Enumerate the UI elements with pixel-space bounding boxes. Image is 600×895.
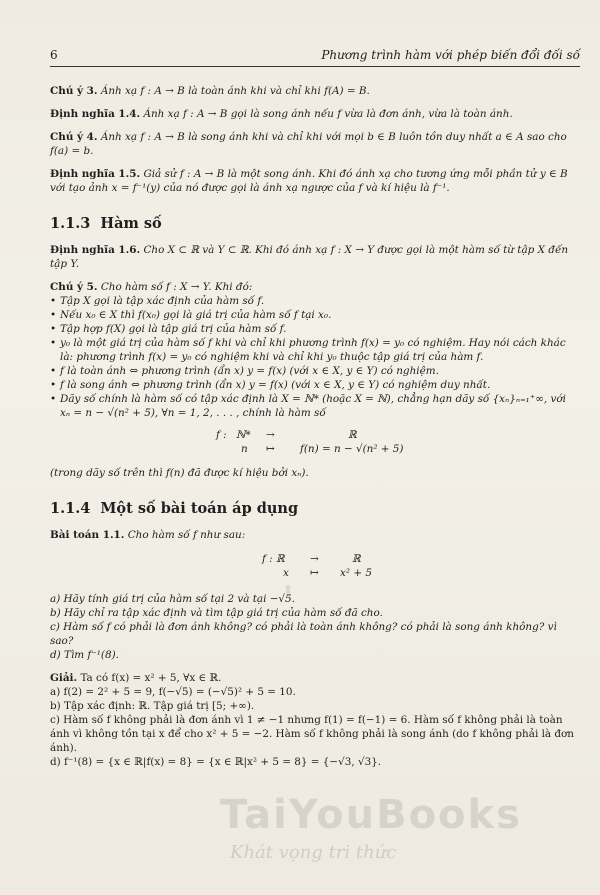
problem-part: c) Hàm số f có phải là đơn ánh không? có phải là toàn ánh không? có phải là song ánh không? vì sao? [50, 621, 557, 647]
note-5-bullet: • Tập X gọi là tập xác định của hàm số f. [50, 294, 578, 308]
display-mapsto: ↦ [266, 443, 275, 455]
note-4-label: Chú ý 4. [50, 131, 98, 143]
note-3-label: Chú ý 3. [50, 85, 98, 97]
display-arrow: → [266, 429, 275, 441]
solution-label: Giải. [50, 672, 78, 684]
definition-1-4-text: Ánh xạ f : A → B gọi là song ánh nếu f vừa là đơn ánh, vừa là toàn ánh. [143, 108, 513, 120]
note-5-bullet: • Nếu x₀ ∈ X thì f(x₀) gọi là giá trị của hàm số f tại x₀. [50, 308, 578, 322]
display-var: x [283, 567, 289, 579]
note-4 [50, 130, 578, 158]
watermark-brand: TaiYouBooks [220, 792, 522, 838]
page-header [50, 48, 580, 64]
running-title: Phương trình hàm với phép biến đổi đối số [321, 48, 580, 62]
display-domain: ℕ* [236, 429, 251, 441]
header-rule [50, 66, 580, 67]
solution-line: a) f(2) = 2² + 5 = 9, f(−√5) = (−√5)² + 5 = 10. [50, 686, 296, 698]
scan-artifact [286, 585, 290, 594]
display-codomain: ℝ [348, 429, 357, 441]
section-title: Hàm số [100, 215, 162, 232]
definition-1-5 [50, 167, 578, 195]
problem-1-1-label: Bài toán 1.1. [50, 529, 125, 541]
note-3-text: Ánh xạ f : A → B là toàn ánh khi và chỉ khi f(A) = B. [100, 85, 370, 97]
watermark-slogan: Khát vọng tri thức [230, 842, 397, 863]
definition-1-6-text: Cho X ⊂ ℝ và Y ⊂ ℝ. Khi đó ánh xạ f : X → Y được gọi là một hàm số từ tập X đến tập Y. [50, 244, 569, 270]
section-1-1-4-heading [50, 500, 578, 518]
problem-1-1 [50, 528, 578, 542]
solution-line: d) f⁻¹(8) = {x ∈ ℝ|f(x) = 8} = {x ∈ ℝ|x² + 5 = 8} = {−√3, √3}. [50, 756, 382, 768]
solution-line: b) Tập xác định: ℝ. Tập giá trị [5; +∞). [50, 700, 255, 712]
definition-1-6 [50, 243, 578, 271]
note-5-bullet: • f là song ánh ⇔ phương trình (ẩn x) y = f(x) (với x ∈ X, y ∈ Y) có nghiệm duy nhất. [50, 378, 578, 392]
note-5-bullet: • Tập hợp f(X) gọi là tập giá trị của hàm số f. [50, 322, 578, 336]
solution-line: c) Hàm số f không phải là đơn ánh vì 1 ≠ −1 nhưng f(1) = f(−1) = 6. Hàm số f không phải là toàn ánh vì không tồn tại x để cho x² + 5 = −2. Hàm số f không phải là song ánh (do f không phải là đơn ánh). [50, 714, 574, 754]
display-f-label: f : [216, 429, 227, 441]
definition-1-4 [50, 107, 578, 121]
definition-1-5-label: Định nghĩa 1.5. [50, 168, 141, 180]
definition-1-4-label: Định nghĩa 1.4. [50, 108, 141, 120]
note-4-text: Ánh xạ f : A → B là song ánh khi và chỉ khi với mọi b ∈ B luôn tồn duy nhất a ∈ A sao cho f(a) = b. [50, 131, 567, 157]
problem-part: b) Hãy chỉ ra tập xác định và tìm tập giá trị của hàm số đã cho. [50, 607, 383, 619]
display-arrow: → [310, 553, 319, 565]
problem-part: d) Tìm f⁻¹(8). [50, 649, 119, 661]
sequence-function-display [50, 426, 578, 456]
problem-part: a) Hãy tính giá trị của hàm số tại 2 và tại −√5. [50, 593, 295, 605]
display-codomain: ℝ [352, 553, 361, 565]
note-5-bullet: • y₀ là một giá trị của hàm số f khi và chỉ khi phương trình f(x) = y₀ có nghiệm. Hay nói cách khác là: phương trình f(x) = y₀ có nghiệm khi và chỉ khi y₀ thuộc tập giá trị của hàm f. [50, 336, 578, 364]
note-5-bullet: • Dãy số chính là hàm số có tập xác định là X = ℕ* (hoặc X = ℕ), chẳng hạn dãy số {xₙ}ₙ₌₁⁺∞, với xₙ = n − √(n² + 5), ∀n = 1, 2, . . . , chính là hàm số [50, 392, 578, 420]
solution-intro: Ta có f(x) = x² + 5, ∀x ∈ ℝ. [80, 672, 222, 684]
section-title: Một số bài toán áp dụng [100, 500, 299, 517]
display-rule: x² + 5 [340, 567, 372, 579]
problem-parts [50, 592, 578, 662]
page-content [50, 84, 578, 769]
note-5 [50, 280, 578, 420]
note-5-bullet: • f là toàn ánh ⇔ phương trình (ẩn x) y = f(x) (với x ∈ X, y ∈ Y) có nghiệm. [50, 364, 578, 378]
section-number: 1.1.4 [50, 500, 91, 517]
solution [50, 671, 578, 769]
note-3 [50, 84, 578, 98]
display-f-label: f : ℝ [262, 553, 285, 565]
problem-1-1-intro: Cho hàm số f như sau: [127, 529, 246, 541]
definition-1-5-text: Giả sử f : A → B là một song ánh. Khi đó ánh xạ cho tương ứng mỗi phần tử y ∈ B với tạo ảnh x = f⁻¹(y) của nó được gọi là ánh xạ ngược của f và kí hiệu là f⁻¹. [50, 168, 568, 194]
definition-1-6-label: Định nghĩa 1.6. [50, 244, 141, 256]
note-5-remark: (trong dãy số trên thì f(n) đã được kí hiệu bởi xₙ). [50, 467, 309, 479]
display-mapsto: ↦ [310, 567, 319, 579]
note-5-label: Chú ý 5. [50, 281, 98, 293]
problem-function-display [50, 548, 578, 580]
section-1-1-3-heading [50, 215, 578, 233]
display-rule: f(n) = n − √(n² + 5) [300, 443, 404, 455]
page-number: 6 [50, 48, 58, 62]
section-number: 1.1.3 [50, 215, 91, 232]
display-var: n [241, 443, 248, 455]
note-5-intro: Cho hàm số f : X → Y. Khi đó: [100, 281, 253, 293]
